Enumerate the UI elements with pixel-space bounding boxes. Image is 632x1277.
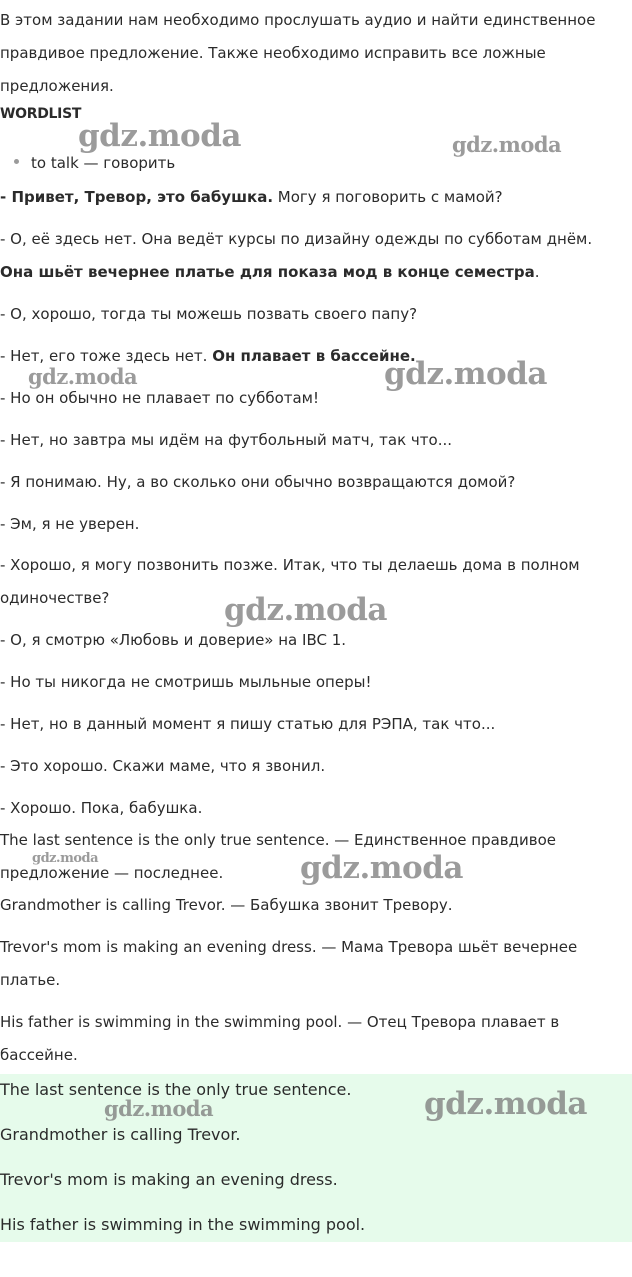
watermark: gdz.moda xyxy=(104,1096,214,1121)
dialogue-line: - Но он обычно не плавает по субботам! xyxy=(0,389,320,407)
dialogue-line: - Это хорошо. Скажи маме, что я звонил. xyxy=(0,757,326,775)
task-intro: В этом задании нам необходимо прослушать аудио и найти единственное правдивое предложение. Также необходимо исправить все ложные предложения. xyxy=(0,11,596,95)
dialogue-line: - Хорошо, я могу позвонить позже. Итак, что ты делаешь дома в полном одиночестве? xyxy=(0,556,580,607)
watermark: gdz.moda xyxy=(28,364,138,389)
answer-line: Grandmother is calling Trevor. xyxy=(0,1125,241,1144)
bullet-icon xyxy=(14,159,19,164)
explanation-line: The last sentence is the only true sentence. — Единственное правдивое предложение — последнее. xyxy=(0,831,557,882)
answer-line: Trevor's mom is making an evening dress. xyxy=(0,1170,338,1189)
dialogue-line: - Но ты никогда не смотришь мыльные оперы! xyxy=(0,673,372,691)
watermark: gdz.moda xyxy=(300,850,463,886)
dialogue-line: - Нет, его тоже здесь нет. Он плавает в бассейне. xyxy=(0,347,416,365)
dialogue-line: - Эм, я не уверен. xyxy=(0,515,140,533)
watermark: gdz.moda xyxy=(384,356,547,392)
answer-box xyxy=(0,1074,632,1242)
explanation-line: Trevor's mom is making an evening dress. — Мама Тревора шьёт вечернее платье. xyxy=(0,938,578,989)
answer-line: His father is swimming in the swimming pool. xyxy=(0,1215,366,1234)
dialogue-line: - Хорошо. Пока, бабушка. xyxy=(0,799,203,817)
watermark: gdz.moda xyxy=(32,851,99,866)
wordlist-heading: WORDLIST xyxy=(0,106,82,122)
wordlist-item xyxy=(14,154,175,172)
answer-line: The last sentence is the only true sentence. xyxy=(0,1080,352,1099)
dialogue-line: - Нет, но в данный момент я пишу статью для РЭПА, так что... xyxy=(0,715,496,733)
watermark: gdz.moda xyxy=(224,592,387,628)
dialogue-line: - О, хорошо, тогда ты можешь позвать своего папу? xyxy=(0,305,418,323)
wordlist-item-text: to talk — говорить xyxy=(31,154,176,172)
watermark: gdz.moda xyxy=(78,118,241,154)
watermark: gdz.moda xyxy=(424,1086,587,1122)
dialogue-line: - Я понимаю. Ну, а во сколько они обычно возвращаются домой? xyxy=(0,473,516,491)
watermark: gdz.moda xyxy=(452,132,562,157)
explanation-line: His father is swimming in the swimming pool. — Отец Тревора плавает в бассейне. xyxy=(0,1013,560,1064)
dialogue-line: - Привет, Тревор, это бабушка. Могу я поговорить с мамой? xyxy=(0,188,503,206)
dialogue-line: - О, её здесь нет. Она ведёт курсы по дизайну одежды по субботам днём. Она шьёт вечернее платье для показа мод в конце семестра. xyxy=(0,230,593,281)
explanation-line: Grandmother is calling Trevor. — Бабушка звонит Тревору. xyxy=(0,896,453,914)
dialogue-line: - О, я смотрю «Любовь и доверие» на IBC 1. xyxy=(0,631,347,649)
dialogue-line: - Нет, но завтра мы идём на футбольный матч, так что... xyxy=(0,431,453,449)
